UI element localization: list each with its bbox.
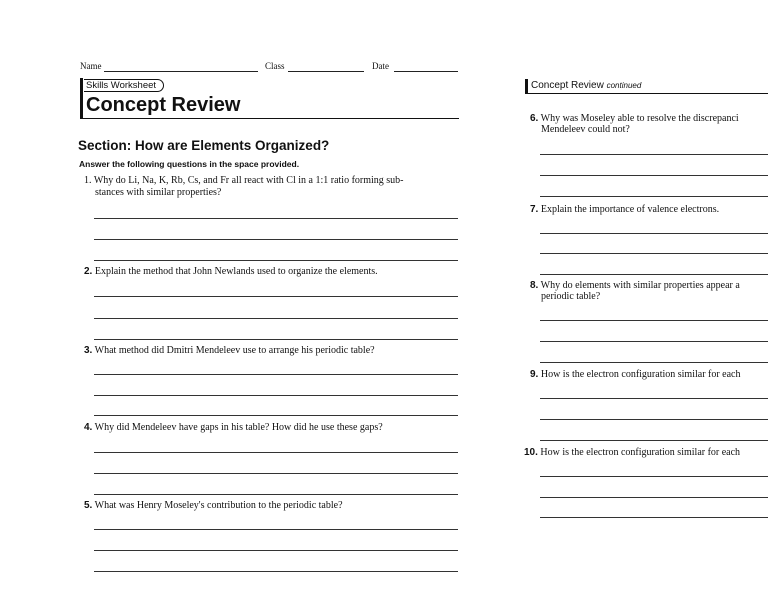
question-text: Explain the importance of valence electrons. xyxy=(540,204,720,215)
page-title: Concept Review xyxy=(86,94,241,116)
question-8-continued: periodic table? xyxy=(541,291,601,302)
question-1 xyxy=(84,175,404,187)
answer-line[interactable] xyxy=(540,362,768,363)
question-7 xyxy=(530,204,719,216)
question-6-continued: Mendeleev could not? xyxy=(541,124,630,135)
class-field[interactable] xyxy=(288,71,364,72)
question-number: 1. xyxy=(84,175,92,186)
answer-line[interactable] xyxy=(94,473,458,474)
question-text: Why do elements with similar properties appear a xyxy=(540,280,740,291)
question-number: 9. xyxy=(530,369,539,380)
continued-header xyxy=(531,80,641,92)
continued-bar-accent xyxy=(525,79,528,93)
answer-line[interactable] xyxy=(94,260,458,261)
question-text: Why do Li, Na, K, Rb, Cs, and Fr all react with Cl in a 1:1 ratio forming sub- xyxy=(93,175,404,186)
title-underline xyxy=(80,118,459,119)
answer-line[interactable] xyxy=(94,218,458,219)
class-label: Class xyxy=(265,61,285,71)
instructions: Answer the following questions in the space provided. xyxy=(79,159,300,169)
answer-line[interactable] xyxy=(94,296,458,297)
name-label: Name xyxy=(80,61,102,71)
answer-line[interactable] xyxy=(94,415,458,416)
question-number: 3. xyxy=(84,345,93,356)
answer-line[interactable] xyxy=(540,517,768,518)
question-number: 5. xyxy=(84,500,93,511)
question-number: 6. xyxy=(530,113,539,124)
name-field[interactable] xyxy=(104,71,258,72)
answer-line[interactable] xyxy=(540,196,768,197)
section-title: Section: How are Elements Organized? xyxy=(78,138,330,153)
answer-line[interactable] xyxy=(540,154,768,155)
question-4 xyxy=(84,422,383,434)
answer-line[interactable] xyxy=(94,395,458,396)
question-text: What was Henry Moseley's contribution to the periodic table? xyxy=(94,500,343,511)
question-number: 7. xyxy=(530,204,539,215)
answer-line[interactable] xyxy=(94,550,458,551)
question-text: Explain the method that John Newlands used to organize the elements. xyxy=(94,266,378,277)
question-text: How is the electron configuration similar for each xyxy=(540,447,741,458)
question-9 xyxy=(530,369,741,381)
question-text: How is the electron configuration similar for each xyxy=(540,369,741,380)
answer-line[interactable] xyxy=(540,233,768,234)
answer-line[interactable] xyxy=(540,440,768,441)
question-number: 2. xyxy=(84,266,93,277)
date-label: Date xyxy=(372,61,389,71)
answer-line[interactable] xyxy=(94,494,458,495)
answer-line[interactable] xyxy=(94,318,458,319)
answer-line[interactable] xyxy=(540,175,768,176)
question-5 xyxy=(84,500,343,512)
answer-line[interactable] xyxy=(540,274,768,275)
answer-line[interactable] xyxy=(540,476,768,477)
date-field[interactable] xyxy=(394,71,458,72)
answer-line[interactable] xyxy=(94,452,458,453)
continued-underline xyxy=(525,93,768,94)
question-number: 4. xyxy=(84,422,93,433)
question-10 xyxy=(524,447,740,459)
answer-line[interactable] xyxy=(540,398,768,399)
question-text: Why did Mendeleev have gaps in his table? How did he use these gaps? xyxy=(94,422,383,433)
question-number: 8. xyxy=(530,280,539,291)
continued-title: Concept Review xyxy=(531,80,604,91)
answer-line[interactable] xyxy=(94,339,458,340)
answer-line[interactable] xyxy=(94,529,458,530)
answer-line[interactable] xyxy=(540,320,768,321)
question-2 xyxy=(84,266,378,278)
answer-line[interactable] xyxy=(94,571,458,572)
title-bar-accent xyxy=(80,78,83,118)
answer-line[interactable] xyxy=(540,419,768,420)
continued-suffix: continued xyxy=(606,81,642,90)
answer-line[interactable] xyxy=(94,374,458,375)
question-number: 10. xyxy=(524,447,538,458)
answer-line[interactable] xyxy=(540,341,768,342)
question-text: Why was Moseley able to resolve the discrepanci xyxy=(540,113,739,124)
answer-line[interactable] xyxy=(540,253,768,254)
question-3 xyxy=(84,345,375,357)
question-text: What method did Dmitri Mendeleev use to arrange his periodic table? xyxy=(94,345,375,356)
question-1-continued: stances with similar properties? xyxy=(95,187,222,198)
answer-line[interactable] xyxy=(94,239,458,240)
worksheet-badge: Skills Worksheet xyxy=(84,79,164,92)
answer-line[interactable] xyxy=(540,497,768,498)
